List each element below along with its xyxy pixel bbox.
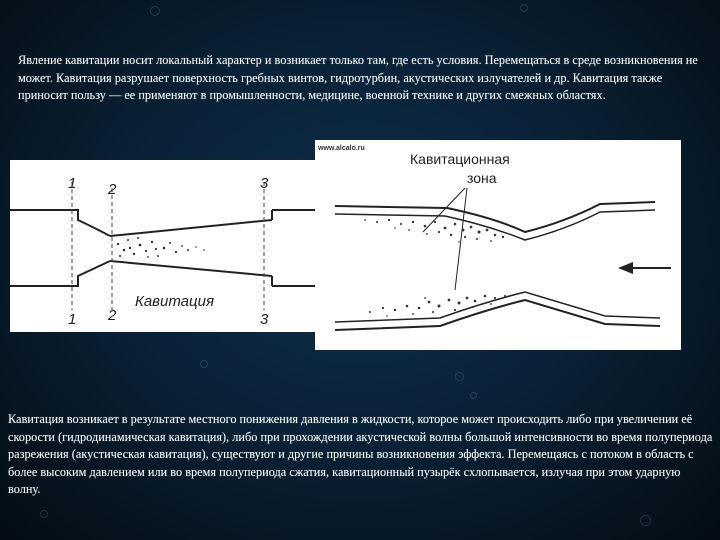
lower-cavitation-zone (369, 295, 506, 317)
section-label-2-bottom: 2 (108, 307, 117, 324)
cavitation-caption: Кавитация (135, 293, 214, 310)
section-label-1-bottom: 1 (68, 311, 77, 328)
background-bubble (470, 392, 477, 399)
section-label-3-bottom: 3 (260, 311, 269, 328)
section-label-3-top: 3 (260, 175, 269, 192)
source-watermark: www.alcalo.ru (318, 145, 365, 152)
cavitation-bubbles (117, 237, 205, 258)
upper-cavitation-zone (364, 219, 504, 243)
background-bubble (40, 510, 48, 518)
background-bubble (200, 360, 208, 368)
nozzle-cavitation-figure (10, 160, 320, 332)
zone-label-line2: зона (467, 170, 497, 186)
background-bubble (150, 6, 160, 16)
background-bubble (455, 372, 464, 381)
intro-paragraph: Явление кавитации носит локальный характер и возникает только там, где есть условия. Перемещаться в среде возникновения не может. Кавитация разрушает поверхность гребных винтов, гидротурбин, акустических излучателей и др. Кавитация также приносит пользу — ее применяют в промышленности, медицине, военной технике и других смежных областях. (18, 53, 698, 103)
zone-label-line1: Кавитационная (410, 151, 510, 167)
explanation-paragraph: Кавитация возникает в результате местного понижения давления в жидкости, которое может происходить либо при увеличении её скорости (гидродинамическая кавитация), либо при прохождении акустической волны большой интенсивности во время полупериода разрежения (акустическая кавитация), существуют и другие причины возникновения эффекта. Перемещаясь с потоком в область с более высоким давлением или во время полупериода сжатия, кавитационный пузырёк схлопывается, излучая при этом ударную волну. (8, 412, 713, 497)
section-label-1-top: 1 (68, 175, 77, 192)
flow-direction-arrow-icon (618, 262, 671, 274)
cavitation-zone-figure (315, 140, 681, 350)
background-bubble (520, 4, 528, 12)
section-label-2-top: 2 (108, 181, 117, 198)
background-bubble (640, 515, 651, 526)
